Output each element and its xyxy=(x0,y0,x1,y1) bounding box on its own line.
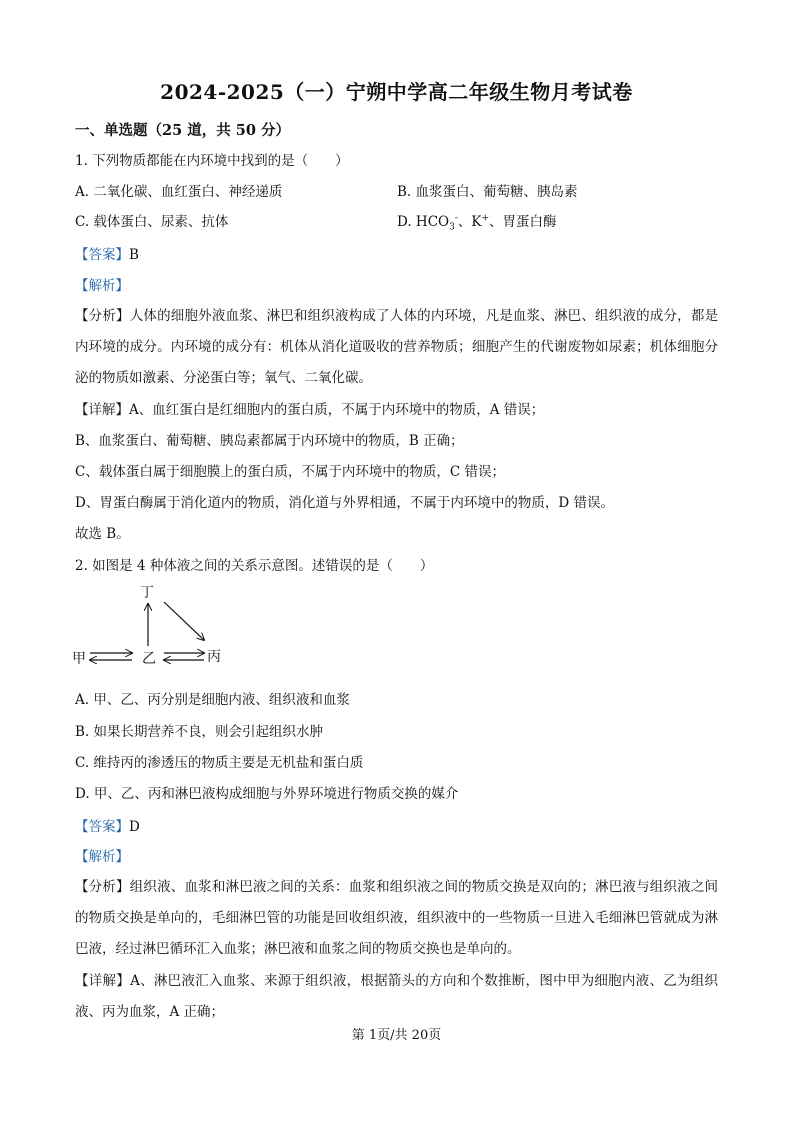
q1-option-c: C. 载体蛋白、尿素、抗体 xyxy=(75,214,229,230)
q1-analysis-tag: 【解析】 xyxy=(75,278,129,294)
section-heading: 一、单选题（25 道，共 50 分） xyxy=(75,122,290,139)
q1-option-d-sub: 3 xyxy=(449,222,455,233)
q1-fenxi xyxy=(75,301,718,394)
q2-answer xyxy=(75,817,140,837)
q1-option-d-suffix: 、胃蛋白酶 xyxy=(489,214,557,230)
q1-xiangjie-2: B、血浆蛋白、葡萄糖、胰岛素都属于内环境中的物质，B 正确； xyxy=(75,433,464,449)
q1-fenxi-tag: 【分析】 xyxy=(75,308,130,324)
q1-answer-tag: 【答案】 xyxy=(75,247,129,263)
q1-option-d xyxy=(397,212,557,232)
q2-xiangjie-tag: 【详解】 xyxy=(75,973,131,989)
q2-option-b: B. 如果长期营养不良，则会引起组织水肿 xyxy=(75,724,324,740)
diagram-label-ding: 丁 xyxy=(140,585,154,601)
q1-fenxi-text: 人体的细胞外液血浆、淋巴和组织液构成了人体的内环境，凡是血浆、淋巴、组织液的成分，都是内环境的成分。内环境的成分有：机体从消化道吸收的营养物质；细胞产生的代谢废物如尿素；机体细胞分泌的物质如激素、分泌蛋白等；氧气、二氧化碳。 xyxy=(75,308,719,386)
q1-answer xyxy=(75,245,139,265)
diagram-label-bing: 丙 xyxy=(207,649,221,665)
diagram-label-jia: 甲 xyxy=(72,651,86,667)
q1-xiangjie-4: D、胃蛋白酶属于消化道内的物质，消化道与外界相通，不属于内环境中的物质，D 错误。 xyxy=(75,495,614,511)
q2-xiangjie-1 xyxy=(75,966,718,1028)
q2-option-a: A. 甲、乙、丙分别是细胞内液、组织液和血浆 xyxy=(75,692,350,708)
q2-option-d: D. 甲、乙、丙和淋巴液构成细胞与外界环境进行物质交换的媒介 xyxy=(75,786,459,802)
page-footer: 第 1页/共 20页 xyxy=(351,1028,442,1043)
q1-option-d-sup2: + xyxy=(481,213,490,224)
q1-option-d-prefix: D. HCO xyxy=(397,214,450,230)
q1-xiangjie-3: C、载体蛋白属于细胞膜上的蛋白质，不属于内环境中的物质，C 错误； xyxy=(75,464,505,480)
q1-xiangjie-1 xyxy=(75,400,544,420)
q1-option-d-mid: 、K xyxy=(457,214,482,230)
q2-fenxi xyxy=(75,872,718,965)
arrow-ding-to-bing xyxy=(164,602,204,640)
q2-option-c: C. 维持丙的渗透压的物质主要是无机盐和蛋白质 xyxy=(75,755,364,771)
q2-fenxi-text: 组织液、血浆和淋巴液之间的关系：血浆和组织液之间的物质交换是双向的；淋巴液与组织液之间的物质交换是单向的，毛细淋巴管的功能是回收组织液，组织液中的一些物质一旦进入毛细淋巴管就成为淋巴液，经过淋巴循环汇入血浆；淋巴液和血浆之间的物质交换也是单向的。 xyxy=(75,879,719,957)
body-fluid-diagram xyxy=(60,580,240,680)
q2-answer-tag: 【答案】 xyxy=(75,819,129,835)
q2-answer-value: D xyxy=(129,819,140,835)
q1-stem: 1. 下列物质都能在内环境中找到的是（ ） xyxy=(75,153,349,169)
q1-option-a: A. 二氧化碳、血红蛋白、神经递质 xyxy=(75,184,283,200)
q1-option-d-sup1: - xyxy=(454,213,458,224)
q1-conclusion: 故选 B。 xyxy=(75,526,130,542)
q1-option-b: B. 血浆蛋白、葡萄糖、胰岛素 xyxy=(397,184,578,200)
q1-xiangjie-tag: 【详解】 xyxy=(75,402,129,418)
q1-answer-value: B xyxy=(129,247,139,263)
diagram-label-yi: 乙 xyxy=(142,651,156,667)
q2-analysis-tag: 【解析】 xyxy=(75,849,129,865)
q2-stem: 2. 如图是 4 种体液之间的关系示意图。述错误的是（ ） xyxy=(75,558,434,574)
q2-xiangjie-1-text: A、淋巴液汇入血浆、来源于组织液，根据箭头的方向和个数推断，图中甲为细胞内液、乙为组织液、丙为血浆，A 正确； xyxy=(75,973,719,1020)
q1-xiangjie-1-text: A、血红蛋白是红细胞内的蛋白质，不属于内环境中的物质，A 错误； xyxy=(129,402,545,418)
q2-fenxi-tag: 【分析】 xyxy=(75,879,130,895)
exam-title: 2024-2025（一）宁朔中学高二年级生物月考试卷 xyxy=(160,80,633,104)
